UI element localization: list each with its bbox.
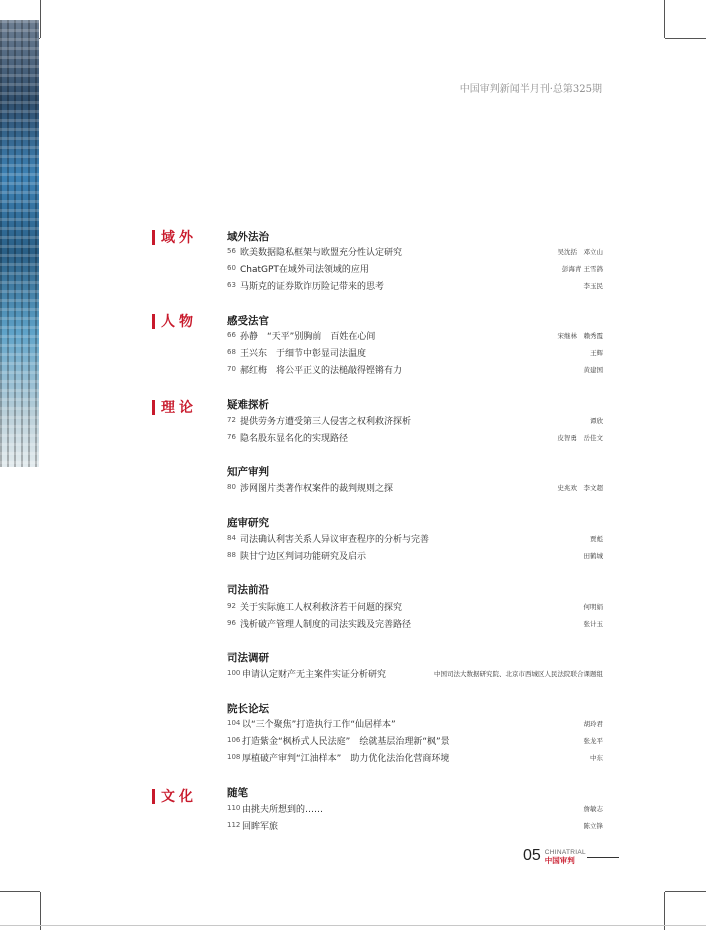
entry-author: 中东 xyxy=(590,753,603,762)
toc-entry[interactable] xyxy=(227,818,603,832)
entry-author: 何明娟 xyxy=(583,602,603,611)
photo-strip xyxy=(0,20,39,467)
page-number: 84 xyxy=(227,534,236,542)
category-bar xyxy=(152,230,155,245)
section-title: 庭审研究 xyxy=(227,517,269,529)
entry-author: 彭海青 王雪鸽 xyxy=(561,264,603,273)
section-title: 院长论坛 xyxy=(227,703,269,715)
page-number: 96 xyxy=(227,619,236,627)
toc-entry[interactable] xyxy=(227,531,603,545)
folio-rule xyxy=(587,857,619,858)
toc-entry[interactable] xyxy=(227,801,603,815)
toc-entry[interactable] xyxy=(227,345,603,359)
entry-author: 中国司法大数据研究院、北京市西城区人民法院联合课题组 xyxy=(434,669,603,678)
entry-title: 以“三个聚焦”打造执行工作“仙居样本” xyxy=(242,719,396,730)
section-title: 知产审判 xyxy=(227,466,269,478)
entry-author: 田鹤城 xyxy=(583,551,603,560)
entry-author: 黄建国 xyxy=(583,365,603,374)
entry-title: 关于实际施工人权利救济若干问题的探究 xyxy=(240,602,403,613)
entry-author: 詹敏志 xyxy=(583,804,603,813)
page-number: 66 xyxy=(227,331,236,339)
entry-author: 胡玲君 xyxy=(583,719,603,728)
crop-mark xyxy=(665,38,706,39)
entry-author: 张计玉 xyxy=(583,619,603,628)
entry-title: 提供劳务方遭受第三人侵害之权利救济探析 xyxy=(240,416,412,427)
entry-title: 王兴东 于细节中彰显司法温度 xyxy=(240,348,367,359)
crop-mark xyxy=(0,891,40,892)
entry-author: 皮智勇 岳佳文 xyxy=(557,433,603,442)
entry-title: 陕甘宁边区判词功能研究及启示 xyxy=(240,551,367,562)
entry-author: 贾彪 xyxy=(590,534,603,543)
category-label: 人物 xyxy=(152,311,197,331)
toc-entry[interactable] xyxy=(227,599,603,613)
entry-author: 王辉 xyxy=(590,348,603,357)
entry-author: 谭欣 xyxy=(590,416,603,425)
page-number: 70 xyxy=(227,365,236,373)
section-title: 疑难探析 xyxy=(227,399,269,411)
section-title: 司法调研 xyxy=(227,652,269,664)
page-number: 110 xyxy=(227,804,241,812)
entry-author: 吴沈括 邓立山 xyxy=(557,247,603,256)
page-number: 88 xyxy=(227,551,236,559)
bottom-rule xyxy=(0,925,706,926)
entry-author: 张龙平 xyxy=(583,736,603,745)
entry-title: 欧美数据隐私框架与欧盟充分性认定研究 xyxy=(240,247,403,258)
entry-title: 孙静 “天平”别胸前 百姓在心间 xyxy=(240,331,376,342)
page-number: 104 xyxy=(227,719,241,727)
entry-title: 隐名股东显名化的实现路径 xyxy=(240,433,349,444)
entry-title: 回眸军旅 xyxy=(242,821,279,832)
toc-entry[interactable] xyxy=(227,413,603,427)
page-number: 112 xyxy=(227,821,241,829)
brand-logo xyxy=(545,850,586,864)
toc-entry[interactable] xyxy=(227,616,603,630)
toc-entry[interactable] xyxy=(227,733,603,747)
entry-author: 宋继林 赖秀霞 xyxy=(557,331,603,340)
page-folio-number: 05 xyxy=(523,847,541,864)
page-number: 100 xyxy=(227,669,241,677)
page-number: 76 xyxy=(227,433,236,441)
section-title: 感受法官 xyxy=(227,315,269,327)
crop-mark xyxy=(664,0,665,38)
page-number: 92 xyxy=(227,602,236,610)
toc-entry[interactable] xyxy=(227,750,603,764)
entry-title: 马斯克的证券欺诈历险记带来的思考 xyxy=(240,281,385,292)
page-number: 60 xyxy=(227,264,236,272)
page-number: 106 xyxy=(227,736,241,744)
brand-chinese: 中国审判 xyxy=(544,855,575,865)
entry-title: 涉网图片类著作权案件的裁判规则之探 xyxy=(240,483,394,494)
entry-title: 司法确认利害关系人异议审查程序的分析与完善 xyxy=(240,534,430,545)
entry-title: 申请认定财产无主案件实证分析研究 xyxy=(242,669,387,680)
section-title: 域外法治 xyxy=(227,231,269,243)
toc-entry[interactable] xyxy=(227,362,603,376)
page-number: 56 xyxy=(227,247,236,255)
entry-title: 厚植破产审判“江油样本” 助力优化法治化营商环境 xyxy=(242,753,450,764)
page-number: 108 xyxy=(227,753,241,761)
entry-title: 打造紫金“枫桥式人民法庭” 绘就基层治理新“枫”景 xyxy=(242,736,450,747)
category-bar xyxy=(152,314,155,329)
page-number: 72 xyxy=(227,416,236,424)
category-label: 域外 xyxy=(152,227,197,247)
section-title: 司法前沿 xyxy=(227,584,269,596)
folio xyxy=(523,848,619,864)
entry-author: 史兆欢 李文超 xyxy=(557,483,603,492)
entry-author: 李玉民 xyxy=(583,281,603,290)
crop-mark xyxy=(665,891,706,892)
toc-entry[interactable] xyxy=(227,261,603,275)
category-label: 理论 xyxy=(152,397,197,417)
toc-entry[interactable] xyxy=(227,278,603,292)
category-bar xyxy=(152,400,155,415)
entry-title: 浅析破产管理人制度的司法实践及完善路径 xyxy=(240,619,412,630)
entry-title: 由挑夫所想到的…… xyxy=(242,804,324,815)
crop-mark xyxy=(40,0,41,38)
entry-title: ChatGPT在域外司法领域的应用 xyxy=(240,264,369,275)
page-number: 63 xyxy=(227,281,236,289)
brand-english: CHINATRIAL xyxy=(544,849,586,856)
section-title: 随笔 xyxy=(227,787,248,799)
issue-header: 中国审判新闻半月刊·总第325期 xyxy=(459,84,602,95)
toc-entry[interactable] xyxy=(227,548,603,562)
toc-entry[interactable] xyxy=(227,244,603,258)
category-label: 文化 xyxy=(152,786,197,806)
toc-entry[interactable] xyxy=(227,480,603,494)
entry-title: 郝红梅 将公平正义的法槌敲得铿锵有力 xyxy=(240,365,403,376)
toc-entry[interactable] xyxy=(227,328,603,342)
toc-entry[interactable] xyxy=(227,430,603,444)
toc-entry[interactable] xyxy=(227,666,603,680)
page-number: 68 xyxy=(227,348,236,356)
entry-author: 陈立锋 xyxy=(583,821,603,830)
category-bar xyxy=(152,789,155,804)
toc-entry[interactable] xyxy=(227,716,603,730)
page-number: 80 xyxy=(227,483,236,491)
